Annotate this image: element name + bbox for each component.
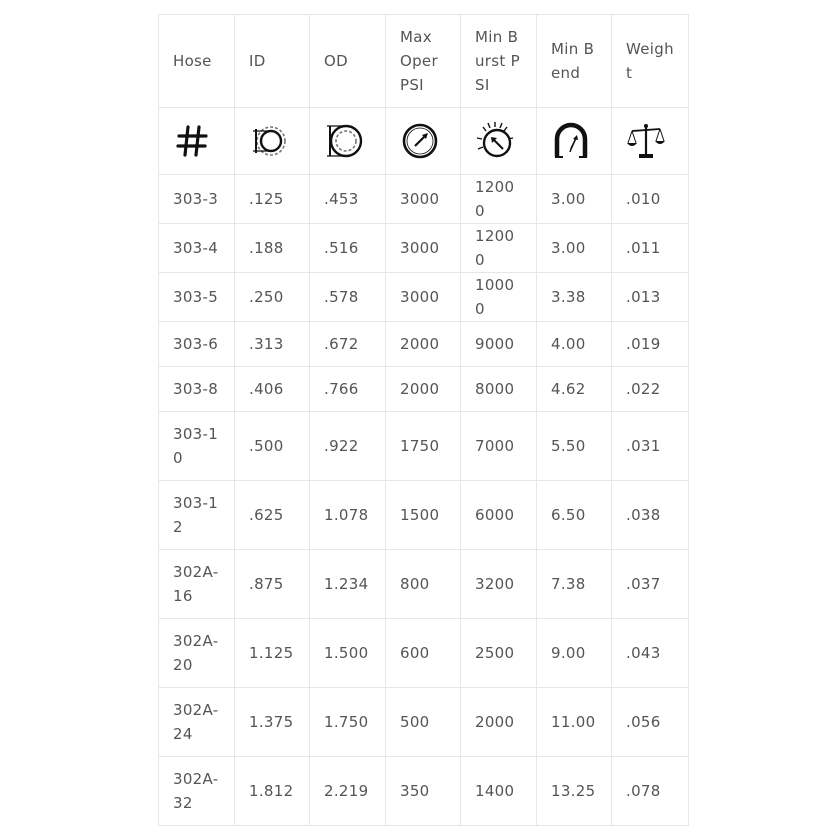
cell-min-bend: 7.38 [537, 550, 612, 619]
cell-max-oper-psi: 500 [386, 688, 461, 757]
cell-min-bend: 13.25 [537, 757, 612, 826]
pressure-gauge-icon [400, 121, 440, 161]
cell-hose: 302A-32 [159, 757, 235, 826]
cell-weight: .022 [612, 367, 689, 412]
header-hose: Hose [159, 15, 235, 108]
cell-id: 1.812 [235, 757, 310, 826]
cell-min-bend: 5.50 [537, 412, 612, 481]
cell-weight: .037 [612, 550, 689, 619]
cell-max-oper-psi: 3000 [386, 224, 461, 273]
table-row [159, 273, 689, 322]
cell-min-burst-psi: 9000 [461, 322, 537, 367]
cell-id: .406 [235, 367, 310, 412]
cell-min-burst-psi: 8000 [461, 367, 537, 412]
cell-hose: 302A-20 [159, 619, 235, 688]
cell-hose: 302A-16 [159, 550, 235, 619]
cell-od: .516 [310, 224, 386, 273]
cell-od: .922 [310, 412, 386, 481]
cell-id: .250 [235, 273, 310, 322]
cell-min-burst-psi: 6000 [461, 481, 537, 550]
cell-min-bend: 11.00 [537, 688, 612, 757]
cell-max-oper-psi: 3000 [386, 175, 461, 224]
icon-cell-weight [612, 108, 689, 175]
cell-hose: 303-4 [159, 224, 235, 273]
cell-min-burst-psi: 3200 [461, 550, 537, 619]
burst-gauge-icon [475, 121, 515, 161]
cell-weight: .010 [612, 175, 689, 224]
cell-max-oper-psi: 600 [386, 619, 461, 688]
icon-cell-max-oper-psi [386, 108, 461, 175]
outer-diameter-icon [324, 121, 364, 161]
cell-weight: .011 [612, 224, 689, 273]
cell-od: 1.078 [310, 481, 386, 550]
bend-radius-icon [551, 121, 591, 161]
hose-spec-table [158, 14, 689, 826]
header-weight: Weight [612, 15, 689, 108]
icon-cell-min-bend [537, 108, 612, 175]
cell-hose: 303-3 [159, 175, 235, 224]
icon-cell-min-burst-psi [461, 108, 537, 175]
icon-cell-od [310, 108, 386, 175]
cell-od: .578 [310, 273, 386, 322]
table-row [159, 550, 689, 619]
weight-scale-icon [626, 121, 666, 161]
cell-hose: 303-8 [159, 367, 235, 412]
table-row [159, 175, 689, 224]
cell-od: .453 [310, 175, 386, 224]
table-row [159, 619, 689, 688]
cell-hose: 303-10 [159, 412, 235, 481]
cell-id: 1.375 [235, 688, 310, 757]
icon-cell-hose [159, 108, 235, 175]
cell-weight: .038 [612, 481, 689, 550]
cell-max-oper-psi: 1750 [386, 412, 461, 481]
cell-min-burst-psi: 10000 [461, 273, 537, 322]
cell-min-burst-psi: 1400 [461, 757, 537, 826]
table-row [159, 757, 689, 826]
cell-weight: .078 [612, 757, 689, 826]
header-row [159, 15, 689, 108]
cell-id: .188 [235, 224, 310, 273]
cell-id: .313 [235, 322, 310, 367]
cell-hose: 302A-24 [159, 688, 235, 757]
cell-id: .500 [235, 412, 310, 481]
cell-max-oper-psi: 800 [386, 550, 461, 619]
cell-max-oper-psi: 350 [386, 757, 461, 826]
cell-od: 2.219 [310, 757, 386, 826]
cell-id: 1.125 [235, 619, 310, 688]
icon-cell-id [235, 108, 310, 175]
cell-od: .766 [310, 367, 386, 412]
cell-od: 1.750 [310, 688, 386, 757]
cell-min-bend: 3.38 [537, 273, 612, 322]
cell-id: .625 [235, 481, 310, 550]
table-row [159, 224, 689, 273]
cell-weight: .031 [612, 412, 689, 481]
cell-min-bend: 4.62 [537, 367, 612, 412]
cell-min-bend: 3.00 [537, 224, 612, 273]
cell-od: .672 [310, 322, 386, 367]
cell-weight: .013 [612, 273, 689, 322]
cell-weight: .043 [612, 619, 689, 688]
header-id: ID [235, 15, 310, 108]
cell-min-burst-psi: 7000 [461, 412, 537, 481]
cell-max-oper-psi: 3000 [386, 273, 461, 322]
cell-od: 1.500 [310, 619, 386, 688]
table-row [159, 688, 689, 757]
cell-min-burst-psi: 2000 [461, 688, 537, 757]
cell-id: .875 [235, 550, 310, 619]
cell-hose: 303-12 [159, 481, 235, 550]
table-row [159, 322, 689, 367]
cell-id: .125 [235, 175, 310, 224]
table-row [159, 481, 689, 550]
cell-weight: .019 [612, 322, 689, 367]
table-row [159, 412, 689, 481]
cell-min-bend: 3.00 [537, 175, 612, 224]
cell-hose: 303-6 [159, 322, 235, 367]
table-row [159, 367, 689, 412]
cell-min-burst-psi: 12000 [461, 224, 537, 273]
cell-min-burst-psi: 2500 [461, 619, 537, 688]
inner-diameter-icon [249, 121, 289, 161]
cell-od: 1.234 [310, 550, 386, 619]
header-min-burst-psi: Min Burst PSI [461, 15, 537, 108]
header-od: OD [310, 15, 386, 108]
cell-max-oper-psi: 1500 [386, 481, 461, 550]
cell-min-bend: 6.50 [537, 481, 612, 550]
cell-hose: 303-5 [159, 273, 235, 322]
hash-icon [173, 121, 213, 161]
cell-min-bend: 4.00 [537, 322, 612, 367]
cell-weight: .056 [612, 688, 689, 757]
cell-max-oper-psi: 2000 [386, 322, 461, 367]
header-max-oper-psi: Max Oper PSI [386, 15, 461, 108]
cell-max-oper-psi: 2000 [386, 367, 461, 412]
cell-min-bend: 9.00 [537, 619, 612, 688]
table-body [159, 175, 689, 826]
icon-row [159, 108, 689, 175]
cell-min-burst-psi: 12000 [461, 175, 537, 224]
header-min-bend: Min Bend [537, 15, 612, 108]
